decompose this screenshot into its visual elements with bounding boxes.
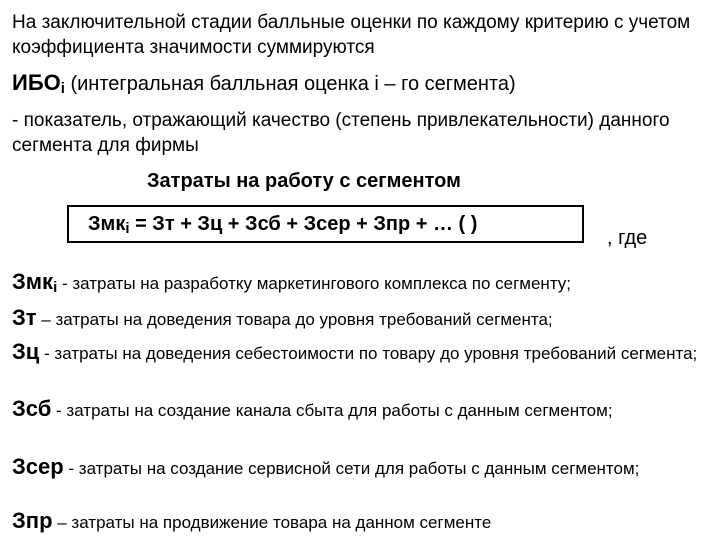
definition-zt bbox=[12, 306, 712, 331]
definition-term bbox=[12, 396, 51, 421]
definition-term-text: Зсб bbox=[12, 396, 52, 421]
ibo-description: - показатель, отражающий качество (степень привлекательности) данного сегмента для фирмы bbox=[12, 110, 670, 156]
ibo-term bbox=[12, 70, 65, 95]
definition-term bbox=[12, 269, 57, 294]
definition-term bbox=[12, 305, 37, 330]
definition-zpr bbox=[12, 509, 712, 534]
ibo-explanation: (интегральная балльная оценка i – го сегмента) bbox=[64, 73, 516, 95]
definition-term-text: Зц bbox=[12, 339, 40, 364]
definition-term-text: Змк bbox=[12, 269, 54, 294]
formula-lhs: Змк bbox=[88, 213, 126, 235]
definition-text: - затраты на разработку маркетингового комплекса по сегменту; bbox=[57, 274, 572, 293]
definition-term bbox=[12, 454, 64, 479]
cost-formula-box bbox=[67, 205, 584, 243]
formula-rhs: = Зт + Зц + Зсб + Зсер + Зпр + … ( ) bbox=[129, 213, 478, 235]
ibo-definition-line bbox=[12, 70, 712, 102]
definition-term-text: Зт bbox=[12, 305, 37, 330]
costs-heading: Затраты на работу с сегментом bbox=[147, 170, 461, 192]
definition-text: - затраты на создание сервисной сети для работы с данным сегментом; bbox=[63, 459, 640, 478]
definition-text: – затраты на доведения товара до уровня требований сегмента; bbox=[36, 310, 553, 329]
definition-zser bbox=[12, 455, 712, 480]
formula-where-suffix: , где bbox=[607, 227, 648, 249]
definition-zc bbox=[12, 340, 712, 365]
ibo-term-text: ИБО bbox=[12, 70, 61, 95]
intro-paragraph: На заключительной стадии балльные оценки по каждому критерию с учетом коэффициента значимости суммируются bbox=[12, 12, 691, 58]
definition-term bbox=[12, 339, 39, 364]
definition-zmk bbox=[12, 270, 712, 299]
definition-term bbox=[12, 508, 53, 533]
definition-text: – затраты на продвижение товара на данном сегменте bbox=[52, 513, 492, 532]
definition-term-text: Зпр bbox=[12, 508, 53, 533]
definition-term-text: Зсер bbox=[12, 454, 64, 479]
definition-term-subscript: i bbox=[53, 279, 58, 296]
definition-text: - затраты на доведения себестоимости по товару до уровня требований сегмента; bbox=[39, 344, 698, 363]
ibo-subscript: i bbox=[60, 80, 65, 97]
definition-text: - затраты на создание канала сбыта для работы с данным сегментом; bbox=[51, 401, 613, 420]
formula-subscript: i bbox=[125, 220, 130, 237]
definition-zsb bbox=[12, 397, 712, 422]
